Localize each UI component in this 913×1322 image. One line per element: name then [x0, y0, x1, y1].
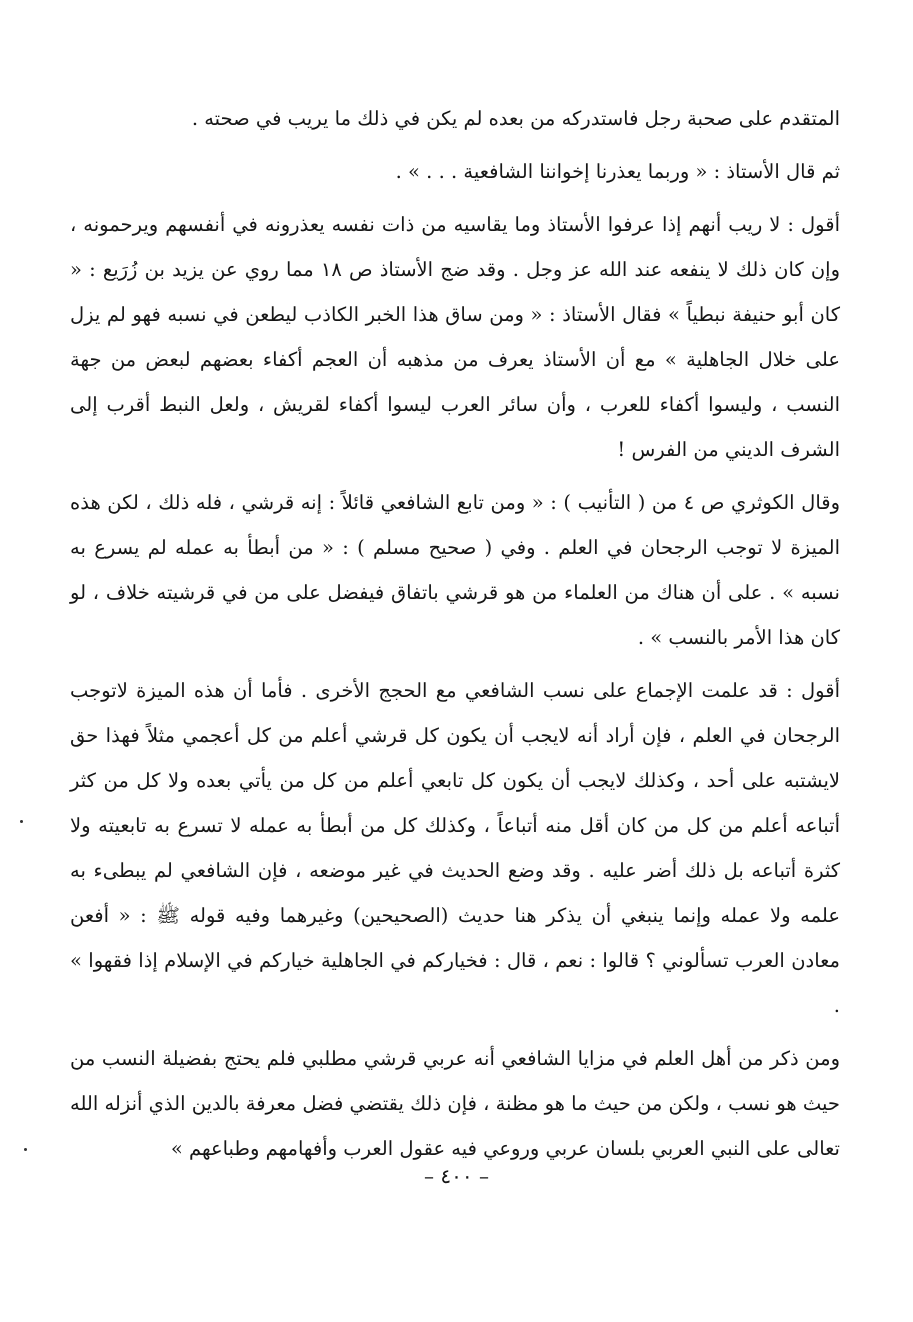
paragraph-3: أقول : لا ريب أنهم إذا عرفوا الأستاذ وما يقاسيه من ذات نفسه يعذرونه في أنفسهم ويرحمونه ، وإن كان ذلك لا ينفعه عند الله عز وجل . وقد ضج الأستاذ ص ١٨ مما روي عن يزيد بن زُرَيع : « كان أبو حنيفة نبطياً » فقال الأستاذ : « ومن ساق هذا الخبر الكاذب ليطعن في نسبه فهو لم يزل على خلال الجاهلية » مع أن الأستاذ يعرف من مذهبه أن العجم أكفاء بعضهم لبعض من جهة النسب ، وليسوا أكفاء للعرب ، وأن سائر العرب ليسوا أكفاء لقريش ، ولعل النبط أقرب إلى الشرف الديني من الفرس ! — [70, 213, 840, 461]
paragraph-5: أقول : قد علمت الإجماع على نسب الشافعي مع الحجج الأخرى . فأما أن هذه الميزة لاتوجب الرجحان في العلم ، فإن أراد أنه لايجب أن يكون كل قرشي أعلم من كل أعجمي مثلاً فهذا حق لايشتبه على أحد ، وكذلك لايجب أن يكون كل تابعي أعلم من كل من يأتي بعده ولا كل من كثر أتباعه أعلم من كل من كان أقل منه أتباعاً ، وكذلك كل من أبطأ به عمله لا تسرع به تابعيته ولا كثرة أتباعه بل ذلك أضر عليه . وقد وضع الحديث في غير موضعه ، فإن الشافعي لم يبطىء به علمه ولا عمله وإنما ينبغي أن يذكر هنا حديث (الصحيحين) وغيرهما وفيه قوله ﷺ : « أفعن معادن العرب تسألوني ؟ قالوا : نعم ، قال : فخياركم في الجاهلية خياركم في الإسلام إذا فقهوا » . — [70, 679, 840, 1017]
paragraph-1: المتقدم على صحبة رجل فاستدركه من بعده لم يكن في ذلك ما يريب في صحته . — [191, 107, 840, 130]
paragraph-6: ومن ذكر من أهل العلم في مزايا الشافعي أنه عربي قرشي مطلبي فلم يحتج بفضيلة النسب من حيث هو نسب ، ولكن من حيث ما هو مظنة ، فإن ذلك يقتضي فضل معرفة بالدين الذي أنزله الله تعالى على النبي العربي بلسان عربي وروعي فيه عقول العرب وأفهامهم وطباعهم » — [70, 1047, 840, 1160]
page-number: – ٤٠٠ – — [424, 1164, 489, 1188]
paragraph-4: وقال الكوثري ص ٤ من ( التأنيب ) : « ومن تابع الشافعي قائلاً : إنه قرشي ، فله ذلك ، لكن هذه الميزة لا توجب الرجحان في العلم . وفي ( صحيح مسلم ) : « من أبطأ به عمله لم يسرع به نسبه » . على أن هناك من العلماء من هو قرشي باتفاق فيفضل على من في قرشيته خلاف ، لو كان هذا الأمر بالنسب » . — [70, 491, 841, 649]
margin-speck — [24, 1148, 27, 1151]
margin-speck — [20, 820, 23, 823]
paragraph-2: ثم قال الأستاذ : « وربما يعذرنا إخواننا الشافعية . . . » . — [395, 160, 840, 183]
page-body-text — [70, 96, 840, 1179]
